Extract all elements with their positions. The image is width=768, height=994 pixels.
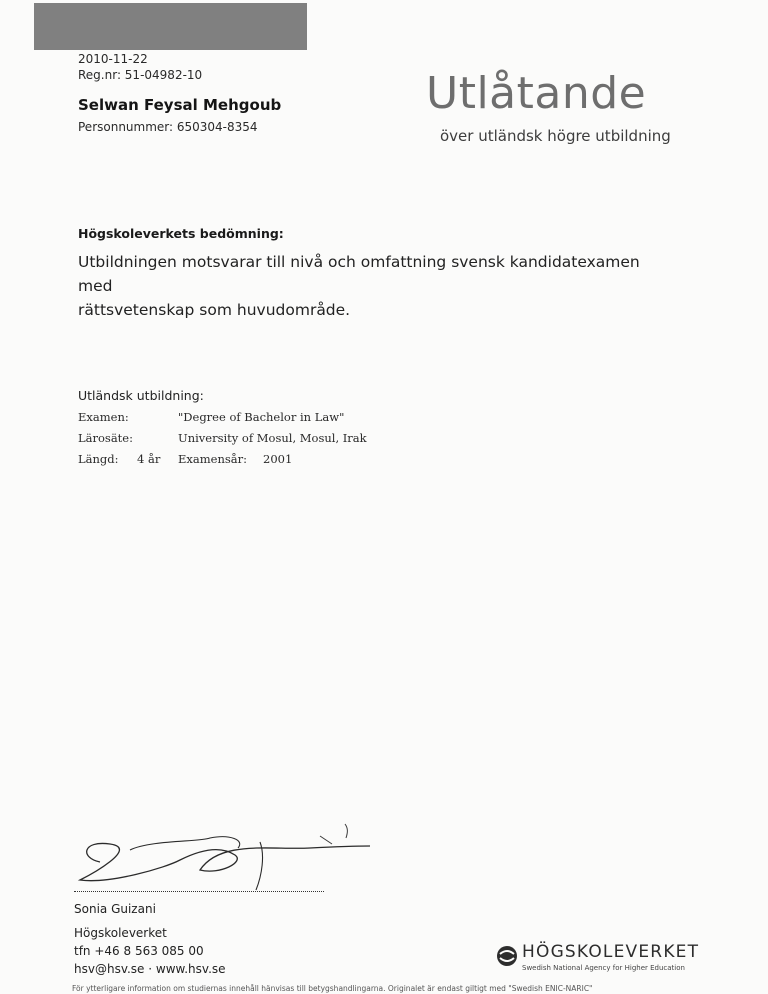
handwritten-signature xyxy=(70,820,390,900)
foreign-education-heading: Utländsk utbildning: xyxy=(78,388,204,403)
larosate-value: University of Mosul, Mosul, Irak xyxy=(178,431,367,445)
sender-organization: Högskoleverket xyxy=(74,926,167,940)
document-title: Utlåtande xyxy=(426,68,647,119)
footer-note: För ytterligare information om studiernas innehåll hänvisas till betygshandlingarna. Originalet är endast giltigt med "Swedish ENIC-NARIC" xyxy=(72,984,593,993)
examensar-value: 2001 xyxy=(263,452,293,466)
signer-name: Sonia Guizani xyxy=(74,902,156,916)
examensar-label: Examensår: xyxy=(178,452,247,466)
assessment-line-1: Utbildningen motsvarar till nivå och omfattning svensk kandidatexamen med xyxy=(78,253,640,295)
hsv-logo-wordmark: HÖGSKOLEVERKET xyxy=(522,942,700,962)
larosate-label: Lärosäte: xyxy=(78,431,133,445)
document-date: 2010-11-22 xyxy=(78,52,148,66)
personal-number: Personnummer: 650304-8354 xyxy=(78,120,258,134)
assessment-heading: Högskoleverkets bedömning: xyxy=(78,226,284,241)
assessment-line-2: rättsvetenskap som huvudområde. xyxy=(78,301,351,319)
langd-label: Längd: xyxy=(78,452,119,466)
sender-phone: tfn +46 8 563 085 00 xyxy=(74,944,204,958)
applicant-name: Selwan Feysal Mehgoub xyxy=(78,96,282,114)
examen-value: "Degree of Bachelor in Law" xyxy=(178,410,345,424)
redaction-box xyxy=(34,3,307,50)
assessment-statement xyxy=(78,250,678,322)
hsv-logo-tagline: Swedish National Agency for Higher Education xyxy=(522,964,685,972)
signature-line xyxy=(74,891,324,892)
examen-label: Examen: xyxy=(78,410,129,424)
langd-value: 4 år xyxy=(137,452,161,466)
registration-number: Reg.nr: 51-04982-10 xyxy=(78,68,203,82)
sender-contact: hsv@hsv.se · www.hsv.se xyxy=(74,962,226,976)
document-subtitle: över utländsk högre utbildning xyxy=(440,127,671,145)
hsv-logo-icon xyxy=(496,945,518,967)
